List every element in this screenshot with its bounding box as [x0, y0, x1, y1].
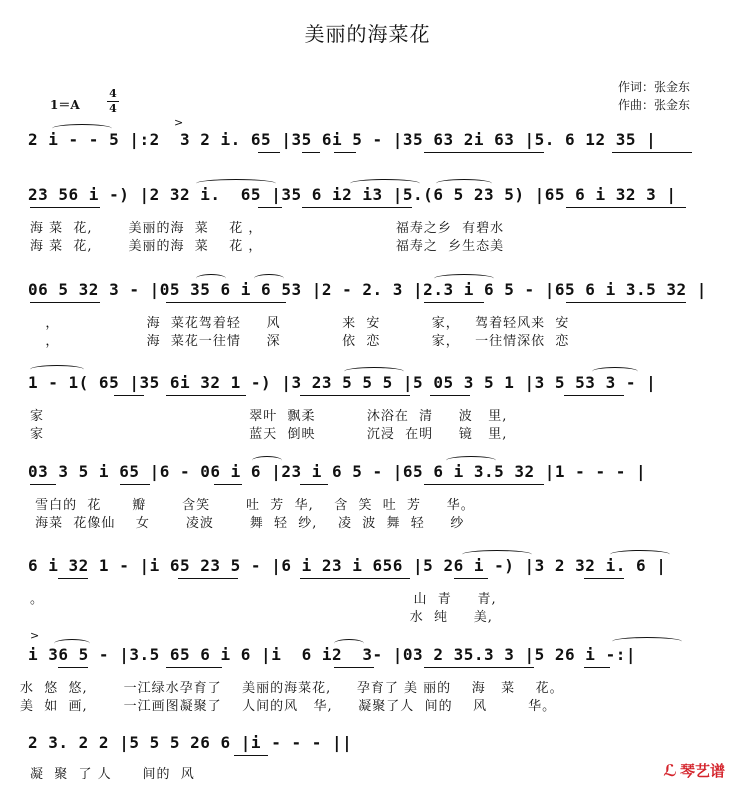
beam-underline	[564, 395, 624, 396]
beam-underline	[302, 152, 320, 153]
lyric-verse-2: 美 如 画, 一江画图凝聚了 人间的风 华, 凝聚了人 间的 风 华。	[20, 699, 557, 714]
composer-credit: 作曲：张金东	[618, 98, 691, 112]
beam-underline	[300, 578, 410, 579]
slur	[54, 639, 90, 648]
score-system-5	[0, 462, 735, 532]
slur	[30, 365, 84, 374]
score-system-2	[0, 185, 735, 255]
beam-underline	[234, 755, 268, 756]
accent-mark: >	[30, 629, 40, 642]
slur	[610, 550, 670, 559]
notation-line: 2 3. 2 2 |5 5 5 26 6 |i - - - ||	[28, 733, 353, 752]
score-system-8	[0, 733, 735, 789]
accent-mark: >	[174, 116, 184, 129]
beam-underline	[58, 667, 88, 668]
lyric-verse-2: ， 海 菜花一往情 深 依 恋 家， 一往情深依 恋	[30, 334, 570, 349]
beam-underline	[584, 667, 610, 668]
score-system-3	[0, 280, 735, 350]
slur	[612, 637, 682, 646]
slur	[592, 367, 638, 376]
slur	[196, 179, 276, 188]
slur	[254, 274, 284, 283]
slur	[436, 179, 492, 188]
slur	[462, 550, 532, 559]
notation-line: 2 i - - 5 |:2 3 2 i. 65 |35 6i 5 - |35 63 2i 63 |5. 6 12 35 |	[28, 130, 657, 149]
beam-underline	[120, 484, 150, 485]
lyric-verse-1: 海 菜 花, 美丽的海 菜 花 ， 福寿之乡 有碧水	[30, 221, 505, 236]
beam-underline	[566, 207, 686, 208]
beam-underline	[454, 578, 488, 579]
time-signature-bottom: 4	[109, 102, 117, 115]
beam-underline	[258, 207, 282, 208]
beam-underline	[334, 152, 356, 153]
beam-underline	[30, 484, 56, 485]
credits	[618, 78, 690, 114]
slur	[446, 456, 496, 465]
lyric-verse-2: 水 纯 美,	[30, 610, 493, 625]
lyricist-credit: 作词：张金东	[618, 80, 691, 94]
notation-line: i 36 5 - |3.5 65 6 i 6 |i 6 i2 3- |03 2 35.3 3 |5 26 i -:|	[28, 645, 636, 664]
beam-underline	[302, 207, 412, 208]
score-system-6	[0, 556, 735, 626]
beam-underline	[300, 395, 410, 396]
page-title: 美丽的海菜花	[304, 22, 431, 46]
lyric-verse-2: 家 蓝天 倒映 沉浸 在明 镜 里,	[30, 427, 508, 442]
slur	[252, 456, 282, 465]
notation-line: 6 i 32 1 - |i 65 23 5 - |6 i 23 i 656 |5 26 i -) |3 2 32 i. 6 |	[28, 556, 667, 575]
slur	[52, 124, 112, 133]
lyric-verse-1: 雪白的 花 瓣 含笑 吐 芳 华, 含 笑 吐 芳 华。	[30, 498, 475, 513]
beam-underline	[30, 302, 100, 303]
key-signature: 1＝A	[50, 98, 80, 112]
slur	[434, 274, 494, 283]
beam-underline	[612, 152, 692, 153]
notation-line: 06 5 32 3 - |05 35 6 i 6 53 |2 - 2. 3 |2.3 i 6 5 - |65 6 i 3.5 32 |	[28, 280, 707, 299]
score-system-1	[0, 116, 735, 170]
beam-underline	[166, 395, 246, 396]
beam-underline	[58, 578, 88, 579]
beam-underline	[424, 302, 484, 303]
lyric-verse-1: 家 翠叶 飘柔 沐浴在 清 波 里,	[30, 409, 508, 424]
notation-line: 03 3 5 i 65 |6 - 06 i 6 |23 i 6 5 - |65 6 i 3.5 32 |1 - - - |	[28, 462, 647, 481]
beam-underline	[166, 667, 222, 668]
logo-text: 琴艺谱	[679, 762, 725, 780]
beam-underline	[430, 395, 470, 396]
score-system-7	[0, 629, 735, 715]
watermark-logo	[663, 760, 725, 781]
beam-underline	[566, 302, 686, 303]
beam-underline	[300, 484, 328, 485]
beam-underline	[214, 484, 242, 485]
beam-underline	[178, 578, 238, 579]
beam-underline	[30, 207, 100, 208]
slur	[196, 274, 226, 283]
notation-line: 1 - 1( 65 |35 6i 32 1 -) |3 23 5 5 5 |5 05 3 5 1 |3 5 53 3 - |	[28, 373, 657, 392]
beam-underline	[424, 152, 544, 153]
time-signature-top: 4	[109, 87, 117, 100]
lyric-verse-1: 。 山 青 青,	[30, 592, 497, 607]
lyric-verse-1: 水 悠 悠, 一江绿水孕育了 美丽的海菜花, 孕育了 美 丽的 海 菜 花。	[20, 681, 564, 696]
beam-underline	[334, 667, 374, 668]
lyric-verse-2: 海 菜 花, 美丽的海 菜 花 ， 福寿之 乡生态美	[30, 239, 505, 254]
logo-mark-icon: ℒ	[663, 761, 677, 780]
lyric-verse-1: ， 海 菜花驾着轻 风 来 安 家， 驾着轻风来 安	[30, 316, 570, 331]
score-system-4	[0, 373, 735, 443]
beam-underline	[424, 484, 544, 485]
slur	[334, 639, 364, 648]
slur	[344, 367, 404, 376]
beam-underline	[166, 302, 286, 303]
beam-underline	[424, 667, 534, 668]
beam-underline	[258, 152, 280, 153]
time-signature	[106, 88, 120, 115]
lyric-verse-1: 凝 聚 了 人 间的 风	[30, 767, 195, 782]
lyric-verse-2: 海菜 花像仙 女 凌波 舞 轻 纱, 凌 波 舞 轻 纱	[30, 516, 465, 531]
beam-underline	[584, 578, 624, 579]
slur	[350, 179, 420, 188]
notation-line: 23 56 i -) |2 32 i. 65 |35 6 i2 i3 |5.(6 5 23 5) |65 6 i 32 3 |	[28, 185, 677, 204]
beam-underline	[114, 395, 144, 396]
